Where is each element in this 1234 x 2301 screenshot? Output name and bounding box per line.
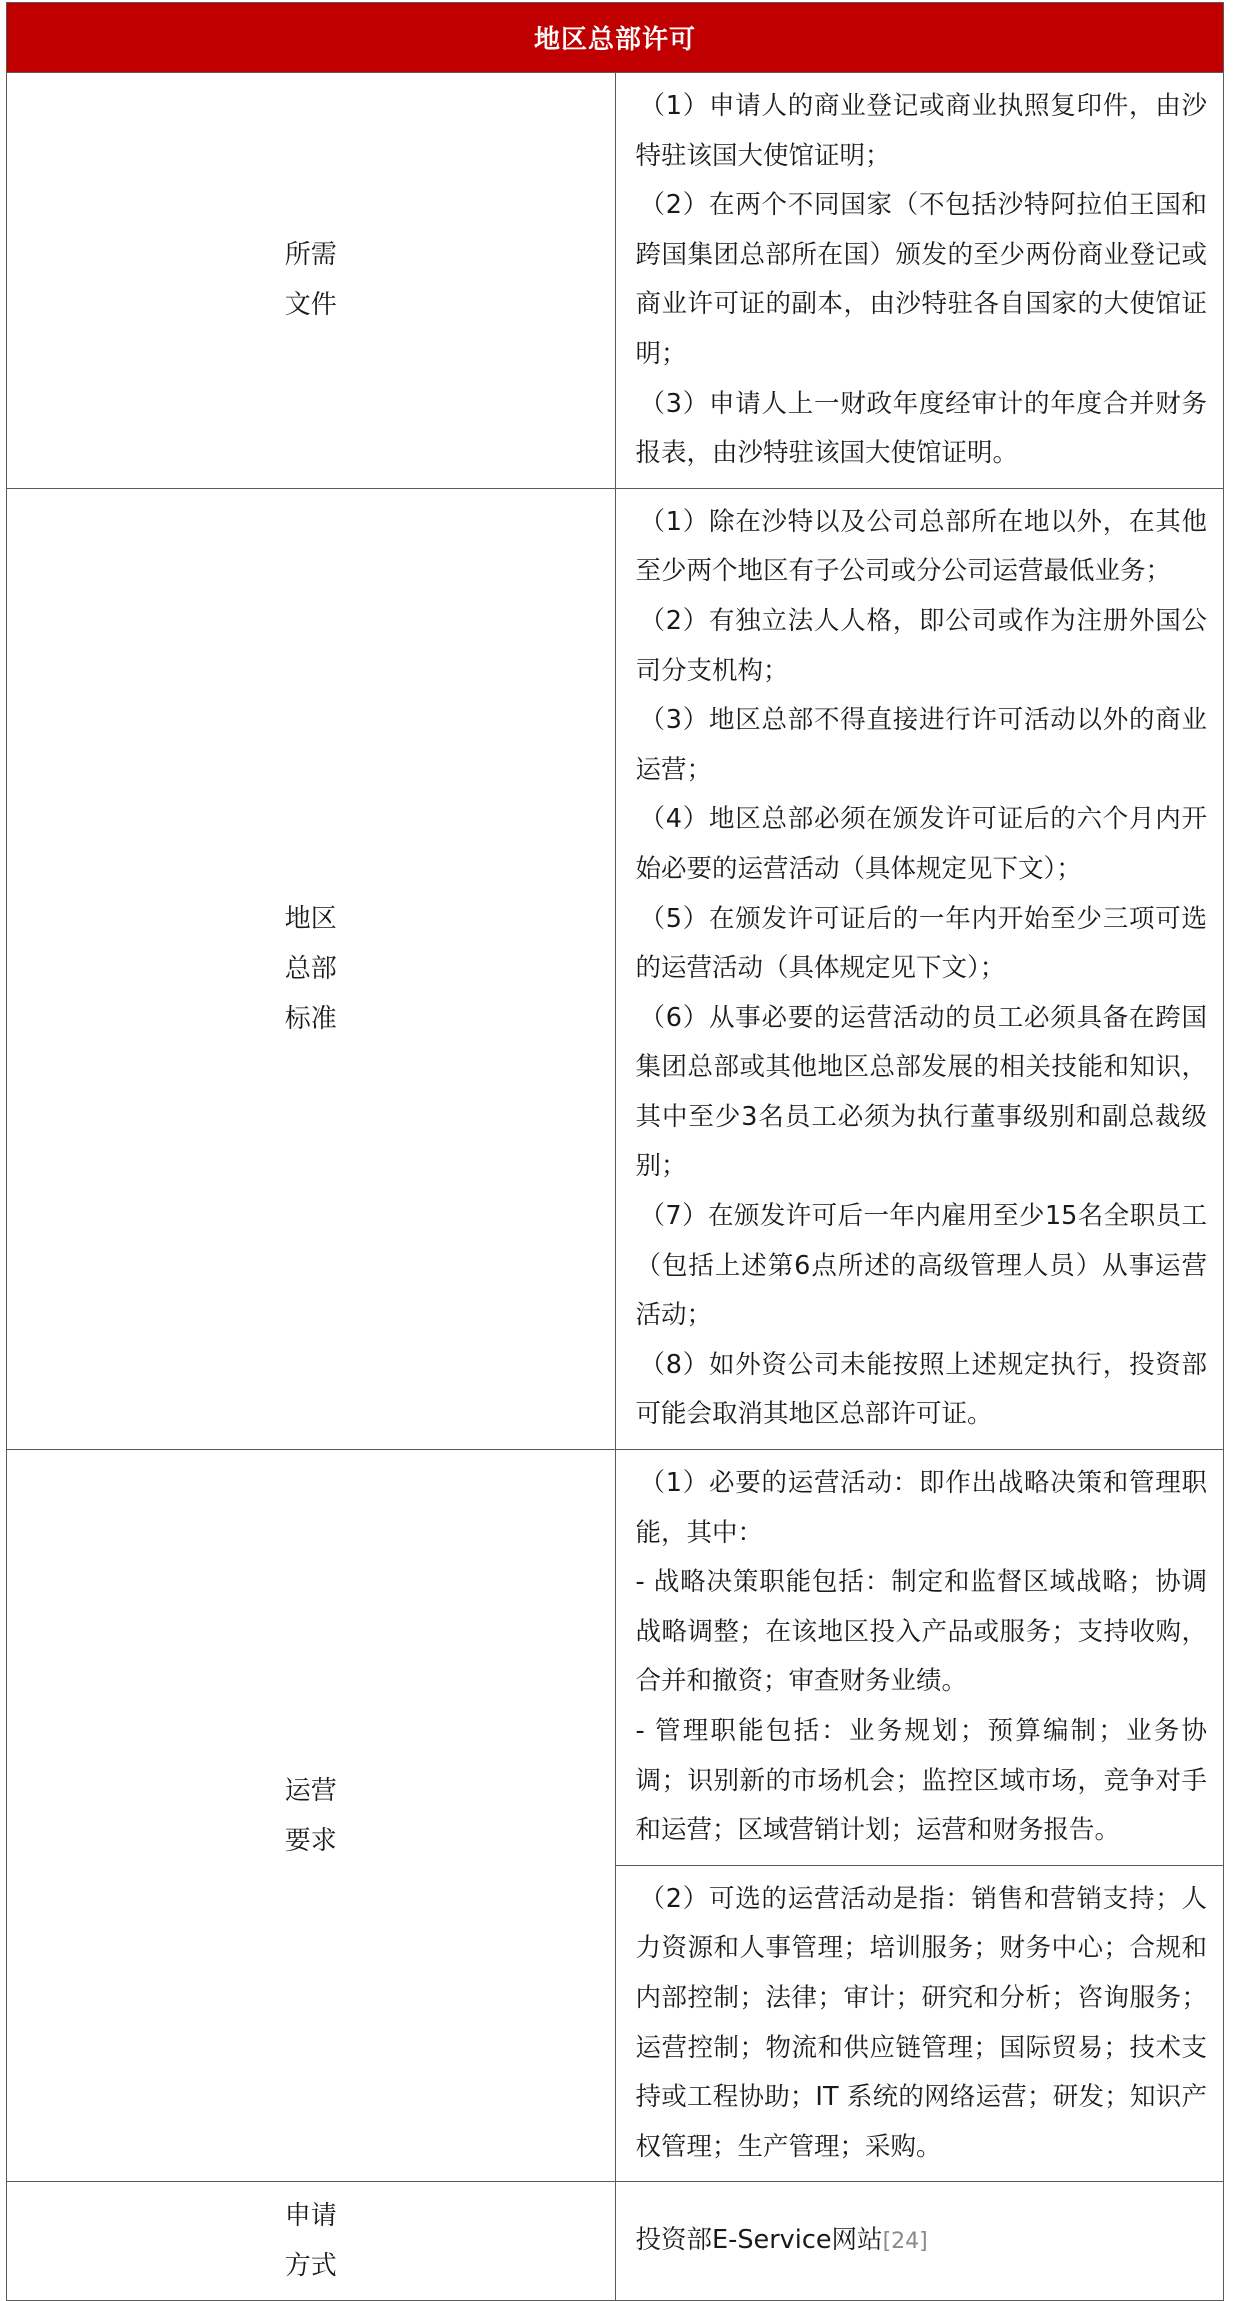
row-label-operations: 运营 要求: [7, 1450, 616, 2182]
operations-required-content: [615, 1450, 1224, 1866]
list-item: （4）地区总部必须在颁发许可证后的六个月内开始必要的运营活动（具体规定见下文）；: [635, 804, 1207, 884]
table-row: [7, 2182, 1224, 2301]
license-table: [6, 2, 1224, 2301]
row-label-criteria: 地区 总部 标准: [7, 488, 616, 1449]
row-label-documents: 所需 文件: [7, 73, 616, 489]
list-item: （7）在颁发许可后一年内雇用至少15名全职员工（包括上述第6点所述的高级管理人员）从事运营活动；: [635, 1201, 1207, 1331]
list-item: （8）如外资公司未能按照上述规定执行，投资部可能会取消其地区总部许可证。: [635, 1349, 1207, 1430]
application-content: [615, 2182, 1224, 2301]
application-text: 投资部E-Service网站: [635, 2225, 883, 2256]
list-item: （1）除在沙特以及公司总部所在地以外，在其他至少两个地区有子公司或分公司运营最低业务；: [635, 506, 1207, 587]
list-item: （6）从事必要的运营活动的员工必须具备在跨国集团总部或其他地区总部发展的相关技能和知识，其中至少3名员工必须为执行董事级别和副总裁级别；: [635, 1002, 1207, 1182]
table-row: [7, 73, 1224, 489]
list-item: （1）必要的运营活动：即作出战略决策和管理职能，其中：: [635, 1468, 1207, 1548]
list-item: （2）可选的运营活动是指：销售和营销支持；人力资源和人事管理；培训服务；财务中心；合规和内部控制；法律；审计；研究和分析；咨询服务；运营控制；物流和供应链管理；国际贸易；技术支持或工程协助；IT 系统的网络运营；研发；知识产权管理；生产管理；采购。: [635, 1883, 1207, 2162]
row-label-application: 申请 方式: [7, 2182, 616, 2301]
list-item: （2）有独立法人人格，即公司或作为注册外国公司分支机构；: [635, 605, 1207, 686]
list-item: - 管理职能包括：业务规划；预算编制；业务协调；识别新的市场机会；监控区域市场，竞争对手和运营；区域营销计划；运营和财务报告。: [635, 1716, 1207, 1846]
list-item: - 战略决策职能包括：制定和监督区域战略；协调战略调整；在该地区投入产品或服务；支持收购，合并和撤资；审查财务业绩。: [635, 1567, 1207, 1697]
operations-optional-content: [615, 1865, 1224, 2182]
reference-link[interactable]: [24]: [882, 2229, 928, 2255]
list-item: （5）在颁发许可证后的一年内开始至少三项可选的运营活动（具体规定见下文）；: [635, 903, 1207, 984]
list-item: （2）在两个不同国家（不包括沙特阿拉伯王国和跨国集团总部所在国）颁发的至少两份商业登记或商业许可证的副本，由沙特驻各自国家的大使馆证明；: [635, 190, 1207, 369]
table-row: [7, 488, 1224, 1449]
documents-content: [615, 73, 1224, 489]
list-item: （3）地区总部不得直接进行许可活动以外的商业运营；: [635, 705, 1207, 785]
list-item: （1）申请人的商业登记或商业执照复印件，由沙特驻该国大使馆证明；: [635, 91, 1207, 171]
table-row: [7, 1450, 1224, 1866]
criteria-content: [615, 488, 1224, 1449]
table-title: 地区总部许可: [7, 3, 1224, 73]
list-item: （3）申请人上一财政年度经审计的年度合并财务报表，由沙特驻该国大使馆证明。: [635, 388, 1207, 469]
